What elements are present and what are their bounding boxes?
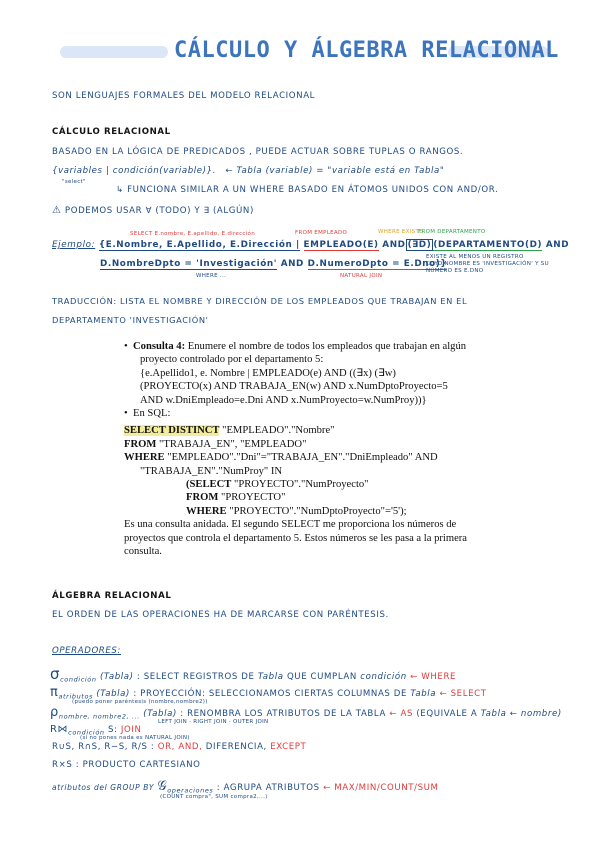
bracket-icon: ↳ (116, 185, 128, 195)
traduccion-line1: TRADUCCIÓN: LISTA EL NOMBRE Y DIRECCIÓN DE LOS EMPLEADOS QUE TRABAJAN EN EL (52, 296, 468, 306)
intro-text: SON LENGUAJES FORMALES DEL MODELO RELACIONAL (52, 91, 316, 101)
annot-from-dep: FROM DEPARTAMENTO (418, 229, 486, 235)
note-natural-join: NATURAL JOIN (340, 273, 383, 279)
algebra-desc: EL ORDEN DE LAS OPERACIONES HA DE MARCARSE CON PARÉNTESIS. (52, 610, 389, 620)
page-title: CÁLCULO Y ÁLGEBRA RELACIONAL (174, 38, 559, 63)
calculo-desc: BASADO EN LA LÓGICA DE PREDICADOS , PUEDE ACTUAR SOBRE TUPLAS O RANGOS. (52, 147, 464, 157)
sql-line6: FROM "PROYECTO" (186, 492, 286, 504)
op-rename: $\rho_{nombre, nombre2, ...}$ (Tabla) : RENOMBRA LOS ATRIBUTOS DE LA TABLA ← AS (EQUIVALE A Tabla ← nombre) (50, 705, 562, 721)
sql-line5: (SELECT "PROYECTO"."NumProyecto" (186, 479, 369, 491)
op-cartesian: R×S : PRODUCTO CARTESIANO (52, 760, 201, 770)
op-join: $R⋈_{condición}$ S: JOIN (50, 724, 142, 737)
sql-line1: SELECT DISTINCT "EMPLEADO"."Nombre" (124, 425, 335, 437)
ejemplo-line1: Ejemplo: {E.Nombre, E.Apellido, E.Dirección | EMPLEADO(E) AND (∃D) (DEPARTAMENTO(D) AND (52, 240, 570, 250)
sql-line7: WHERE "PROYECTO"."NumDptoProyecto"='5'); (186, 505, 407, 517)
sql-line3: WHERE "EMPLEADO"."Dni"="TRABAJA_EN"."DniEmpleado" AND (124, 452, 438, 464)
group-note: (COUNT compra", SUM compra2,...) (160, 794, 268, 800)
note-where: WHERE ... (196, 273, 227, 279)
op-select: $\sigma_{condición}$ (Tabla) : SELECT REGISTROS DE Tabla QUE CUMPLAN condición ← WHERE (50, 665, 457, 684)
formula-left: {variables | condición(variable)}. (52, 166, 217, 176)
op-projection: $\pi_{atributos}$ (Tabla) : PROYECCIÓN: SELECCIONAMOS CIERTAS COLUMNAS DE Tabla ← SELECT (50, 685, 487, 701)
join-sub-note: (si no pones nada es NATURAL JOIN) (80, 735, 190, 741)
annot-select: SELECT E.nombre, E.apellido, E.dirección (130, 231, 255, 237)
join-notes: LEFT JOIN · RIGHT JOIN · OUTER JOIN (158, 719, 269, 725)
consulta-bullet2: • En SQL: (124, 408, 171, 420)
op-set: R∪S, R∩S, R−S, R/S : OR, AND, DIFERENCIA, EXCEPT (52, 742, 307, 752)
ejemplo-label: Ejemplo: (52, 240, 96, 250)
ejemplo-line2: D.NombreDpto = 'Investigación' AND D.NumeroDpto = E.Dno)} (100, 259, 448, 269)
annot-from: FROM EMPLEADO (295, 230, 348, 236)
traduccion-line2: DEPARTAMENTO 'INVESTIGACIÓN' (52, 315, 209, 325)
side-note-3: NÚMERO ES E.DNO (426, 268, 484, 274)
title-decor-left (60, 46, 168, 58)
warning-line: ⚠ PODEMOS USAR ∀ (TODO) Y ∃ (ALGÚN) (52, 205, 254, 216)
rename-note: (puedo poner paréntesis (nombre,nombre2)) (72, 699, 208, 705)
warning-triangle-icon: ⚠ (52, 205, 62, 216)
where-note: ↳ FUNCIONA SIMILAR A UN WHERE BASADO EN ÁTOMOS UNIDOS CON AND/OR. (116, 185, 499, 195)
side-note-1: EXISTE AL MENOS UN REGISTRO (426, 254, 524, 260)
algebra-heading: ÁLGEBRA RELACIONAL (52, 591, 172, 601)
side-note-2: CUYO NOMBRE ES 'INVESTIGACIÓN' Y SU (426, 261, 549, 267)
calculo-formula (52, 166, 444, 176)
annot-where-existe: WHERE EXISTE (378, 229, 423, 235)
formula-right: ← Tabla (variable) = "variable está en Tabla" (225, 166, 445, 176)
consulta-bullet1: • Consulta 4: Enumere el nombre de todos los empleados que trabajan en algún (124, 341, 467, 352)
consulta-block: • Consulta 4: Enumere el nombre de todos los empleados que trabajan en algún proyecto controlado por el departamento 5: {e.Apellido1, e. Nombre | EMPLEADO(e) AND ((∃x) (∃w) (PROYECTO(x) AND TRABAJA_EN(w) AND x.NumDptoProyecto=5 AND w.DniEmpleado=e.Dni AND x.NumProyecto=w.NumProy))} • En SQL: SELECT DISTINCT "EMPLEADO"."Nombre" FROM "TRABAJA_EN", "EMPLEADO" WHERE "EMPLEADO"."Dni"="TRABAJA_EN"."DniEmpleado" AND "TRABAJA_EN"."NumProy" IN (SELECT "PROYECTO"."NumProyecto" FROM "PROYECTO" WHERE "PROYECTO"."NumDptoProyecto"='5'); Es una consulta anidada. El segundo SELECT me proporciona los números de proyectos que controla el departamento 5. Estos números se les pasa a la primera consulta. (124, 341, 468, 558)
operadores-label: OPERADORES: (52, 646, 121, 656)
sql-line2: FROM "TRABAJA_EN", "EMPLEADO" (124, 438, 307, 450)
select-note: "select" (62, 179, 86, 185)
calculo-heading: CÁLCULO RELACIONAL (52, 127, 171, 137)
op-group: atributos del GROUP BY 𝒢$_{operaciones}$ : AGRUPA ATRIBUTOS ← MAX/MIN/COUNT/SUM (52, 779, 439, 795)
